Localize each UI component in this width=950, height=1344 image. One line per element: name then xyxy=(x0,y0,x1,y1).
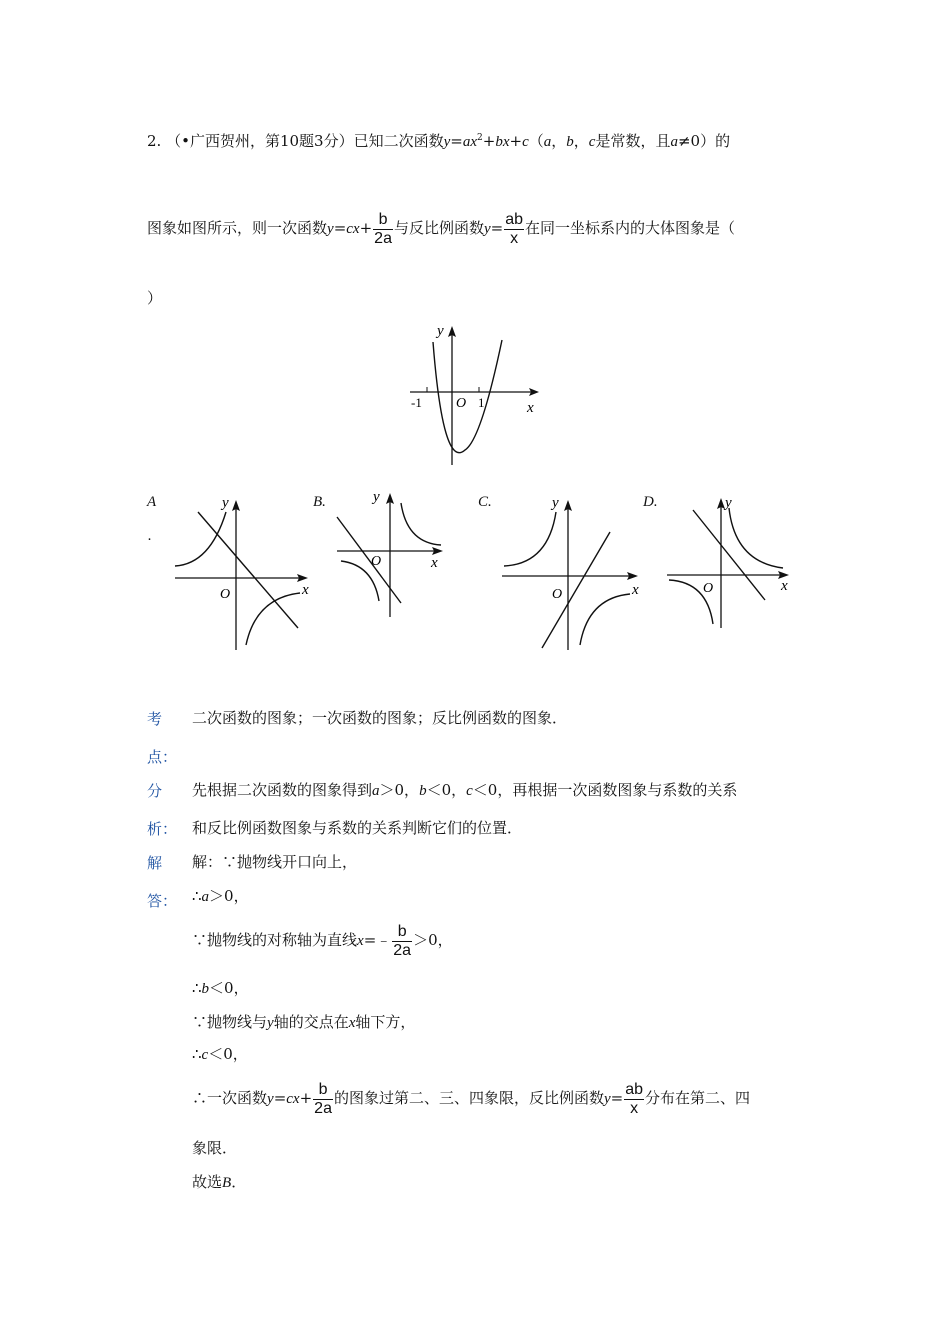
denominator: x xyxy=(630,1099,639,1117)
tick-label-pos: 1 xyxy=(478,395,485,410)
numerator: b xyxy=(373,211,393,230)
therefore-symbol: ∴ xyxy=(192,887,202,905)
answer-line-2 xyxy=(192,886,249,907)
var-a: a xyxy=(201,889,210,905)
paren: （ xyxy=(528,132,544,150)
question-text: 图象如图所示，则一次函数 xyxy=(147,219,328,237)
var-b: b xyxy=(201,981,210,997)
text: ∴一次函数 xyxy=(192,1089,268,1107)
y-label: y xyxy=(552,495,559,511)
var-a: a xyxy=(372,783,380,799)
text: 分布在第二、四 xyxy=(645,1089,751,1107)
eq-sign: = xyxy=(273,1089,287,1107)
option-b-graph xyxy=(335,485,455,620)
text: 的图象过第二、三、四象限，反比例函数 xyxy=(333,1089,604,1107)
denominator: 2a xyxy=(314,1099,332,1117)
text: ＜0， xyxy=(426,781,467,799)
text: 故选 xyxy=(192,1173,223,1191)
question-text: 已知二次函数 xyxy=(353,132,444,150)
origin-label: O xyxy=(220,587,231,602)
parabola-graph xyxy=(405,320,555,470)
question-number: 2. xyxy=(147,132,162,150)
text: ＜0， xyxy=(208,1045,248,1063)
hyperbola-branch-4 xyxy=(580,594,630,645)
term-cx: cx xyxy=(346,221,360,237)
text: =﹣ xyxy=(363,931,392,949)
plus: + xyxy=(482,132,496,150)
fenxi-line-2: 和反比例函数图象与系数的关系判断它们的位置． xyxy=(192,819,523,837)
var-b: b xyxy=(419,783,427,799)
origin-label: O xyxy=(371,554,382,569)
fraction-ab-over-x xyxy=(624,1081,644,1118)
text: ＞0， xyxy=(209,887,249,905)
question-line-2 xyxy=(147,208,735,249)
var-b: b xyxy=(566,134,574,150)
answer-line-4 xyxy=(192,978,249,999)
var-y: y xyxy=(483,221,491,237)
text: ． xyxy=(231,1173,247,1191)
origin-label: O xyxy=(456,396,467,411)
var-y: y xyxy=(443,134,451,150)
option-b-label: B. xyxy=(313,494,326,510)
plus: + xyxy=(359,219,373,237)
hyperbola-branch-2 xyxy=(175,512,226,566)
var-y: y xyxy=(267,1091,274,1107)
label-dian: 点： xyxy=(147,748,178,766)
eq-sign: = xyxy=(610,1089,624,1107)
text: 先根据二次函数的图象得到 xyxy=(192,781,373,799)
text: 轴的交点在 xyxy=(273,1013,349,1031)
x-label: x xyxy=(527,400,534,416)
line-graph xyxy=(337,517,401,603)
var-c: c xyxy=(466,783,473,799)
numerator: ab xyxy=(505,210,524,228)
answer-line-1: 解：∵抛物线开口向上， xyxy=(192,853,358,871)
var-c: c xyxy=(201,1047,209,1063)
fraction-b-over-2a xyxy=(392,923,412,960)
option-c-graph xyxy=(500,490,650,655)
answer-line-9 xyxy=(192,1172,246,1193)
plus: + xyxy=(509,132,523,150)
label-jie: 解 xyxy=(147,854,163,872)
answer-letter: B xyxy=(222,1175,232,1191)
parabola-curve xyxy=(433,340,502,453)
eq-sign: = xyxy=(490,219,504,237)
therefore-symbol: ∴ xyxy=(192,979,202,997)
text: ＞0， xyxy=(413,931,453,949)
question-line-3: ） xyxy=(147,289,163,307)
text: 轴下方， xyxy=(355,1013,416,1031)
var-x: x xyxy=(348,1015,356,1031)
numerator: b xyxy=(313,1081,333,1100)
var-c: c xyxy=(588,134,596,150)
question-source: （•广西贺州，第10题3分） xyxy=(166,132,354,150)
fraction-ab-over-x xyxy=(504,211,524,248)
var-y: y xyxy=(267,1015,274,1031)
hyperbola-branch-2 xyxy=(504,512,556,566)
denominator: 2a xyxy=(374,229,392,247)
question-line-1 xyxy=(147,128,730,152)
fraction-b-over-2a xyxy=(313,1081,333,1118)
eq-sign: = xyxy=(333,219,347,237)
text: ∵抛物线与 xyxy=(192,1013,268,1031)
answer-line-3 xyxy=(192,920,453,961)
x-label: x xyxy=(632,582,639,598)
var-y: y xyxy=(327,221,334,237)
denominator: x xyxy=(510,229,519,247)
label-fen: 分 xyxy=(147,782,163,800)
term-bx: bx xyxy=(495,134,510,150)
option-a-dot: . xyxy=(148,528,152,544)
option-c-label: C. xyxy=(478,494,492,510)
var-a: a xyxy=(670,134,678,150)
x-label: x xyxy=(302,582,309,598)
question-text: 在同一坐标系内的大体图象是（ xyxy=(525,219,736,237)
y-label: y xyxy=(725,495,732,511)
numerator: ab xyxy=(625,1080,644,1098)
line-graph xyxy=(198,512,298,628)
option-a-graph xyxy=(170,490,320,655)
question-text: 与反比例函数 xyxy=(393,219,484,237)
text: ∵抛物线的对称轴为直线 xyxy=(192,931,358,949)
label-kao: 考 xyxy=(147,710,163,728)
eq-sign: = xyxy=(450,132,463,150)
term-ax: ax xyxy=(462,134,478,150)
denominator: 2a xyxy=(393,941,412,959)
origin-label: O xyxy=(703,581,714,596)
option-d-label: D. xyxy=(643,494,658,510)
label-da: 答： xyxy=(147,892,178,910)
hyperbola-branch-1 xyxy=(401,503,441,545)
plus: + xyxy=(299,1089,313,1107)
label-xi: 析： xyxy=(147,820,178,838)
question-text: 是常数，且 xyxy=(595,132,671,150)
var-a: a xyxy=(543,134,552,150)
var-x: x xyxy=(357,933,364,949)
option-d-graph xyxy=(665,490,800,630)
y-label: y xyxy=(437,323,444,339)
comma: ， xyxy=(573,132,589,150)
term-cx: cx xyxy=(286,1091,300,1107)
kaodian-text: 二次函数的图象；一次函数的图象；反比例函数的图象． xyxy=(192,709,568,727)
answer-line-7 xyxy=(192,1078,750,1119)
x-label: x xyxy=(781,578,788,594)
fraction-b-over-2a xyxy=(373,211,393,248)
therefore-symbol: ∴ xyxy=(192,1045,202,1063)
var-y: y xyxy=(603,1091,611,1107)
tick-label-neg: -1 xyxy=(411,395,422,410)
x-label: x xyxy=(431,555,438,571)
comma: ， xyxy=(551,132,567,150)
option-a-label: A xyxy=(147,494,157,510)
y-label: y xyxy=(373,489,380,505)
answer-line-6 xyxy=(192,1044,248,1065)
text: ＞0， xyxy=(379,781,420,799)
origin-label: O xyxy=(552,587,563,602)
answer-line-8: 象限． xyxy=(192,1139,238,1157)
answer-line-5 xyxy=(192,1012,415,1033)
text: ＜0， xyxy=(209,979,249,997)
hyperbola-branch-4 xyxy=(246,593,300,645)
y-label: y xyxy=(222,495,229,511)
question-text: ≠0）的 xyxy=(677,132,731,150)
exponent: 2 xyxy=(477,133,483,143)
text: ＜0，再根据一次函数图象与系数的关系 xyxy=(472,781,738,799)
numerator: b xyxy=(392,923,412,942)
fenxi-line-1 xyxy=(192,780,737,801)
hyperbola-branch-1 xyxy=(729,508,783,568)
term-c: c xyxy=(522,134,529,150)
